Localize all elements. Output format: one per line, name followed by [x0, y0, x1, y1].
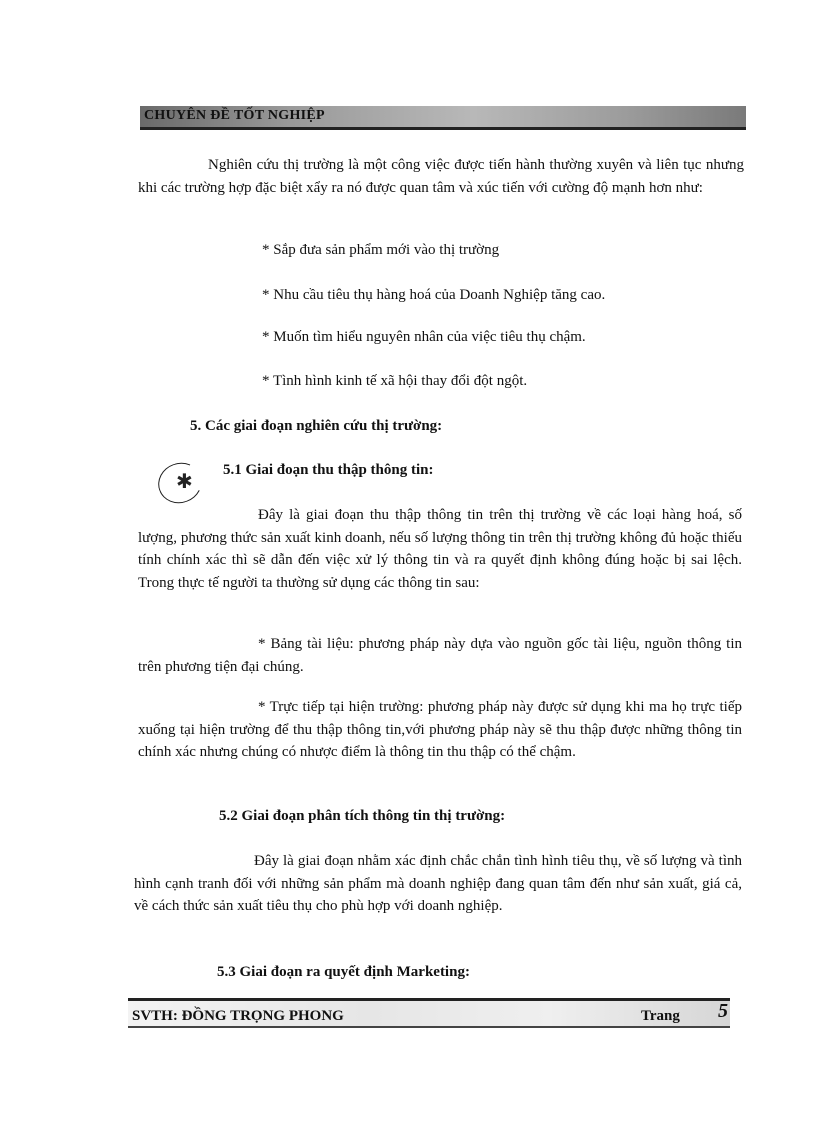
section-5-2-heading: 5.2 Giai đoạn phân tích thông tin thị trường:	[219, 808, 506, 824]
section-5-1-body: Đây là giai đoạn thu thập thông tin trên thị trường về các loại hàng hoá, số lượng, phương thức sản xuất kinh doanh, nếu số lượng thông tin trên thị trường không đủ hoặc thiếu tính chính xác thì sẽ dẫn đến việc xử lý thông tin và ra quyết định không đúng hoặc bị sai lệch. Trong thực tế người ta thường sử dụng các thông tin sau:	[138, 507, 742, 591]
document-header-title: CHUYÊN ĐỀ TỐT NGHIỆP	[144, 108, 325, 123]
footer-page-label: Trang	[641, 1008, 680, 1024]
bullet-item: * Tình hình kinh tế xã hội thay đổi đột ngột.	[262, 373, 528, 389]
footer-page-number: 5	[718, 1000, 728, 1022]
bullet-item: * Nhu cầu tiêu thụ hàng hoá của Doanh Nghiệp tăng cao.	[262, 287, 606, 303]
section-5-1-heading: 5.1 Giai đoạn thu thập thông tin:	[223, 462, 434, 478]
bullet-item: * Muốn tìm hiểu nguyên nhân của việc tiêu thụ chậm.	[262, 329, 586, 345]
footer-author: SVTH: ĐỒNG TRỌNG PHONG	[132, 1008, 344, 1024]
section-5-3-heading: 5.3 Giai đoạn ra quyết định Marketing:	[217, 964, 470, 980]
handwritten-star-icon: ✱	[176, 469, 193, 493]
section-5-heading: 5. Các giai đoạn nghiên cứu thị trường:	[190, 418, 443, 434]
section-5-1-item-onsite: * Trực tiếp tại hiện trường: phương pháp này được sử dụng khi ma họ trực tiếp xuống tại hiện trường để thu thập thông tin,với phương pháp này sẽ thu thập được những thông tin chính xác nhưng chúng có nhược điểm là thông tin thu thập có thể chậm.	[138, 699, 742, 760]
section-5-1-item-documents: * Bảng tài liệu: phương pháp này dựa vào nguồn gốc tài liệu, nguồn thông tin trên phương tiện đại chúng.	[138, 636, 742, 675]
intro-paragraph: Nghiên cứu thị trường là một công việc được tiến hành thường xuyên và liên tục nhưng khi các trường hợp đặc biệt xẩy ra nó được quan tâm và xúc tiến với cường độ mạnh hơn như:	[138, 157, 744, 196]
bullet-item: * Sắp đưa sản phẩm mới vào thị trường	[262, 242, 500, 258]
section-5-2-body: Đây là giai đoạn nhằm xác định chắc chắn tình hình tiêu thụ, về số lượng và tình hình cạnh tranh đối với những sản phẩm mà doanh nghiệp đang quan tâm đến như sản xuất, giá cả, về cách thức sản xuất tiêu thụ cho phù hợp với doanh nghiệp.	[134, 853, 742, 914]
